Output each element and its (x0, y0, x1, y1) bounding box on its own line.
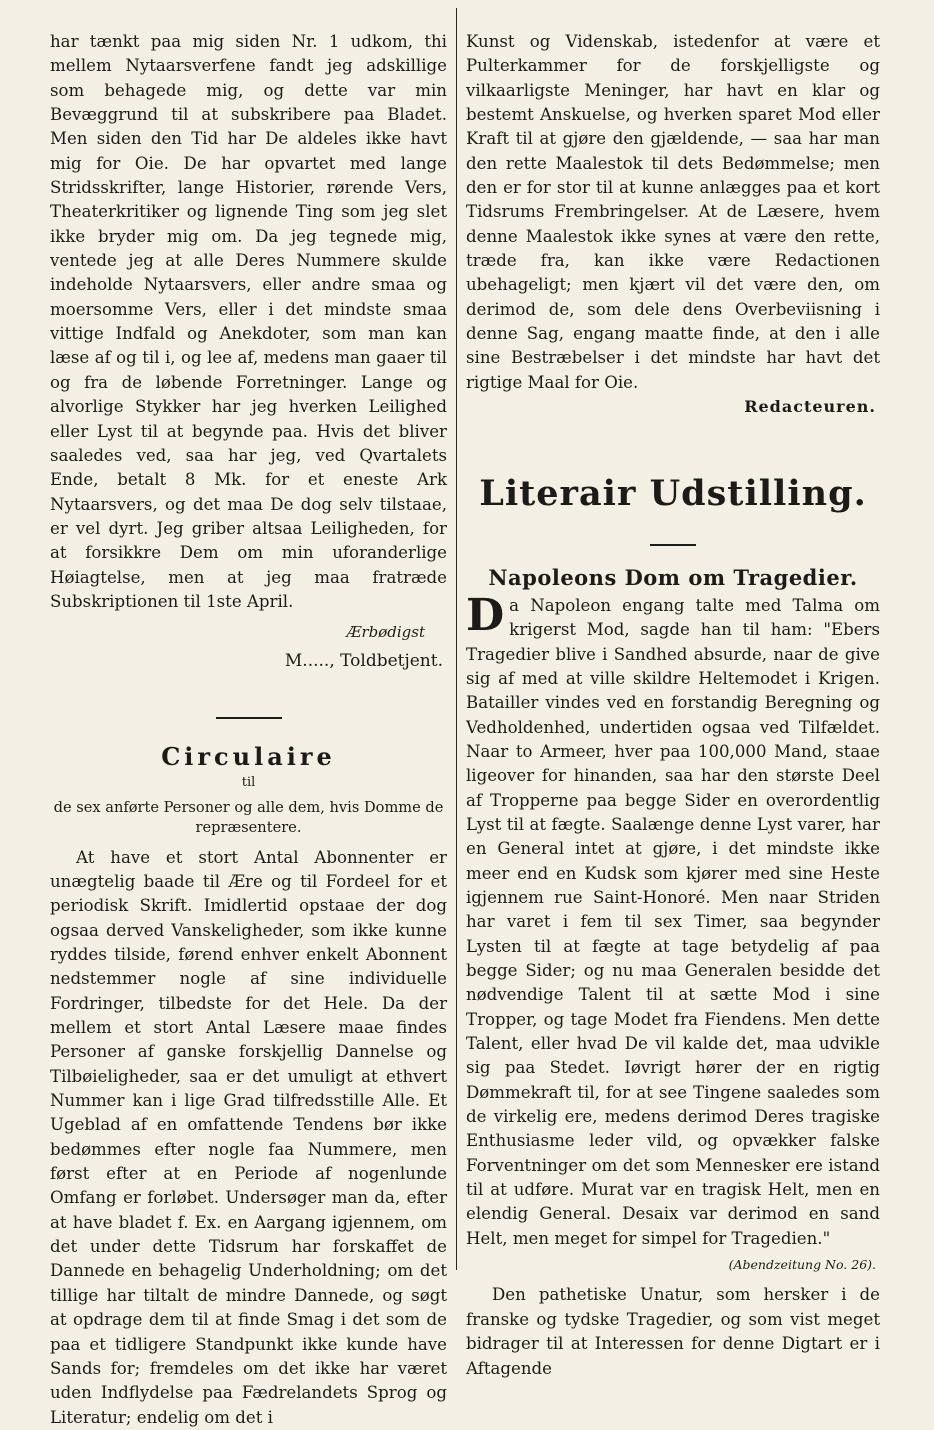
circulaire-body: At have et stort Antal Abonnenter er unægtelig baade til Ære og til Fordeel for et periodisk Skrift. Imidlertid opstaae der dog ogsaa derved Vanskeligheder, som ikke kunne ryddes tilside, førend enhver enkelt Abonnent nedstemmer nogle af sine individuelle Fordringer, tilbedste for det Hele. Da der mellem et stort Antal Læsere maae findes Personer af ganske forskjellig Dannelse og Tilbøieligheder, saa er det umuligt at ethvert Nummer kan i lige Grad tilfredsstille Alle. Et Ugeblad af en omfattende Tendens bør ikke bedømmes efter nogle faa Nummere, men først efter at en Periode af nogenlunde Omfang er forløbet. Undersøger man da, efter at have bladet f. Ex. en Aargang igjennem, om det under dette Tidsrum har forskaffet de Dannede en behagelig Underholdning; om det tillige har tiltalt de mindre Dannede, og søgt at opdrage dem til at finde Smag i det som de paa et tidligere Standpunkt ikke kunde have Sands for; fremdeles om det ikke har været uden Indflydelse paa Fædrelandets Sprog og Literatur; endelig om det i (50, 847, 447, 1427)
heading-divider (650, 544, 696, 546)
circulaire-subtitle: de sex anførte Personer og alle dem, hvis Domme de repræsentere. (53, 798, 444, 836)
section-divider (216, 717, 282, 719)
editor-signoff: Redacteuren. (744, 397, 876, 417)
right-column (466, 30, 880, 1381)
drop-cap: D (466, 589, 505, 641)
column-divider (456, 8, 457, 1270)
article-title: Napoleons Dom om Tragedier. (488, 564, 858, 590)
left-column (50, 30, 447, 1430)
closing-paragraph: Den pathetiske Unatur, som hersker i de franske og tydske Tragedier, og som vist meget bidrager til at Interessen for denne Digtart er i Aftagende (466, 1285, 880, 1378)
circulaire-continuation: Kunst og Videnskab, istedenfor at være et Pulterkammer for de forskjelligste og vilkaarligste Meninger, har havt en klar og bestemt Anskuelse, og hverken sparet Mod eller Kraft til at gjøre den gjældende, — saa har man den rette Maalestok til dets Bedømmelse; men den er for stor til at kunne anlægges paa et kort Tidsrums Frembringelser. At de Læsere, hvem denne Maalestok ikke synes at være den rette, træde fra, kan ikke være Redactionen ubehageligt; men kjært vil det være den, om derimod de, som dele dens Overbeviisning i denne Sag, engang maatte finde, at den i alle sine Bestræbelser i det mindste har havt det rigtige Maal for Oie. (466, 32, 880, 392)
circulaire-title: Circulaire (161, 741, 336, 771)
article-paragraph (466, 589, 880, 1251)
section-heading: Literair Udstilling. (479, 472, 867, 514)
circulaire-til: til (241, 775, 256, 791)
source-citation: (Abendzeitung No. 26). (728, 1257, 876, 1273)
letter-paragraph: har tænkt paa mig siden Nr. 1 udkom, thi mellem Nytaarsverfene fandt jeg adskillige som behagede mig, og dette var min Bevæggrund til at subskribere paa Bladet. Men siden den Tid har De aldeles ikke havt mig for Oie. De har opvartet med lange Stridsskrifter, lange Historier, rørende Vers, Theaterkritiker og lignende Ting som jeg slet ikke bryder mig om. Da jeg tegnede mig, ventede jeg at alle Deres Nummere skulde indeholde Nytaarsvers, eller andre smaa og moersomme Vers, eller i det mindste smaa vittige Indfald og Anekdoter, som man kan læse af og til i, og lee af, medens man gaaer til og fra de løbende Forretninger. Lange og alvorlige Stykker har jeg hverken Leilighed eller Lyst til at begynde paa. Hvis det bliver saaledes ved, saa har jeg, ved Qvartalets Ende, betalt 8 Mk. for et eneste Ark Nytaarsvers, og det maa De dog selv tilstaae, er vel dyrt. Jeg griber altsaa Leiligheden, for at forsikkre Dem om min uforanderlige Høiagtelse, men at jeg maa fratræde Subskriptionen til 1ste April. (50, 32, 447, 611)
article-body: a Napoleon engang talte med Talma om krigerst Mod, sagde han til ham: "Ebers Tragedier blive i Sandhed absurde, naar de give sig af med at ville skildre Heltemodet i Krigen. Batailler vindes ved en forstandig Beregning og Vedholdenhed, undertiden ogsaa ved Tilfældet. Naar to Armeer, hver paa 100,000 Mand, staae ligeover for hinanden, saa har den største Deel af Tropperne paa begge Sider en overordentlig Lyst til at fægte. Saalænge denne Lyst varer, har en General intet at gjøre, i det mindste ikke meer end en Kudsk som kjører med sine Heste igjennem rue Saint-Honoré. Men naar Striden har varet i fem til sex Timer, saa begynder Lysten til at fægte at tage betydelig af paa begge Sider; og nu maa Generalen besidde det nødvendige Talent til at sætte Mod i sine Tropper, og tage Modet fra Fiendens. Men dette Talent, eller hvad De vil kalde det, maa udvikle sig paa Stedet. Iøvrigt hører der en rigtig Dømmekraft til, for at see Tingene saaledes som de virkelig ere, medens derimod Deres tragiske Enthusiasme leder vild, og opvækker falske Forventninger om det som Mennesker ere istand til at udføre. Murat var en tragisk Helt, men en elendig General. Desaix var derimod en sand Helt, men meget for simpel for Tragedien." (466, 595, 880, 1248)
signature-label: Ærbødigst (346, 623, 425, 642)
signature-name: M....., Toldbetjent. (284, 650, 443, 671)
